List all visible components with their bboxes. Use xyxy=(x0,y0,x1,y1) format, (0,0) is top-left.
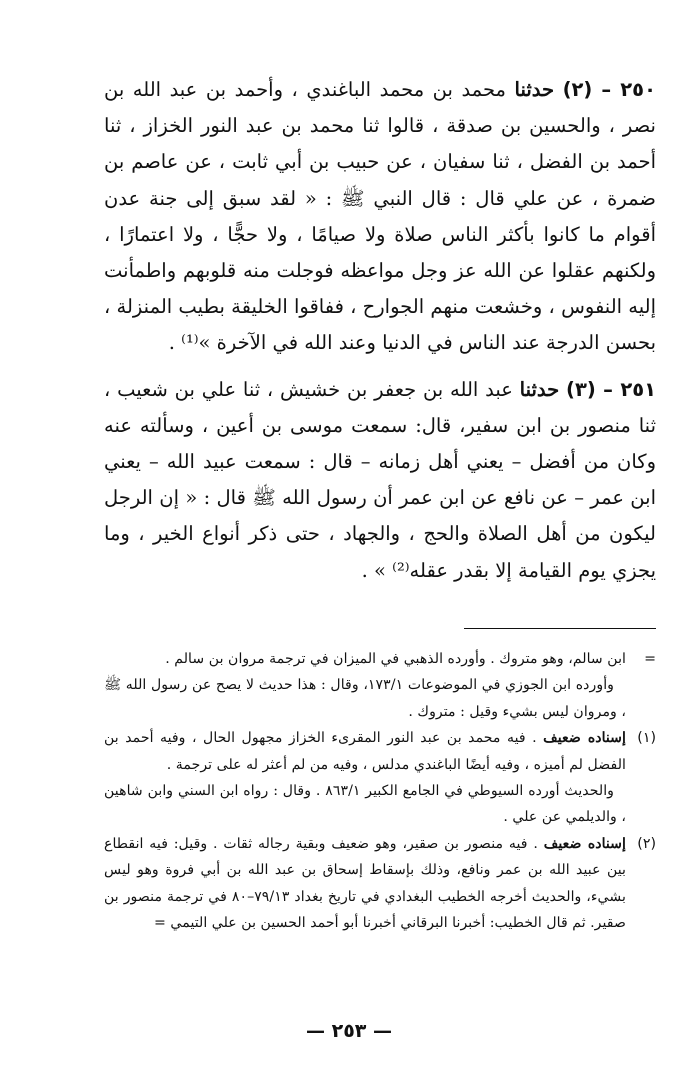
footnote-marker: (٢) xyxy=(637,835,656,852)
page-number: — ٢٥٣ — xyxy=(305,1020,393,1042)
footnote-paragraph: ابن سالم، وهو متروك . وأورده الذهبي في الميزان في ترجمة مروان بن سالم . xyxy=(165,651,626,667)
footnote-body xyxy=(104,831,626,937)
footnote-label: إسناده ضعيف xyxy=(543,835,627,852)
hadith-251 xyxy=(104,372,656,589)
footnote-continued xyxy=(104,646,656,725)
hadith-opening: حدثنا xyxy=(514,78,555,101)
hadith-number: ٢٥٠ – (٢) xyxy=(562,78,656,101)
footnote-paragraph xyxy=(104,831,626,937)
footnote-paragraph: وأورده ابن الجوزي في الموضوعات ١٧٣/١، وقال : هذا حديث لا يصح عن رسول الله ﷺ ، ومروان ليس بشيء وقيل : متروك . xyxy=(104,677,626,720)
hadith-text: عبد الله بن جعفر بن خشيش ، ثنا علي بن شعيب ، ثنا منصور بن ابن سفير، قال: سمعت موسى بن أعين ، وسألته عنه وكان من أفضل – يعني أهل زمانه – قال : سمعت عبيد الله – يعني ابن عمر – عن نافع عن ابن عمر أن رسول الله ﷺ قال : « إن الرجل ليكون من أهل الصلاة والحج ، والجهاد ، حتى ذكر أنواع الخير ، وما يجزي يوم القيامة إلا بقدر عقله⁽²⁾ » . xyxy=(104,377,656,582)
hadith-opening: حدثنا xyxy=(519,377,560,401)
footnote-marker: (١) xyxy=(637,730,656,747)
footnote-body xyxy=(104,725,626,831)
footnote-paragraph: والحديث أورده السيوطي في الجامع الكبير ٨٦٣/١ . وقال : رواه ابن السني وابن شاهين ، والديلمي عن علي . xyxy=(104,783,626,826)
footnote-label: إسناده ضعيف xyxy=(543,730,627,747)
main-text xyxy=(104,72,656,599)
footnote-text: . فيه منصور بن صقير، وهو ضعيف وبقية رجاله ثقات . وقيل: فيه انقطاع بين عبيد الله بن عمر ونافع، وذلك بإسقاط إسحاق بن عبد الله بن أبي فروة وهو ليس بشيء، والحديث أخرجه الخطيب البغدادي في تاريخ بغداد ٧٩/١٣–٨٠ في ترجمة منصور بن صقير. ثم قال الخطيب: أخبرنا البرقاني أخبرنا أبو أحمد الحسين بن علي التيمي = xyxy=(104,835,626,932)
hadith-number: ٢٥١ – (٣) xyxy=(566,377,657,401)
footnote-text: . فيه محمد بن عبد النور المقرىء الخزاز مجهول الحال ، وفيه أحمد بن الفضل لم أميزه ، وفيه أيضًا الباغندي مدلس ، وفيه من لم أعثر له على ترجمة . xyxy=(104,730,626,773)
hadith-text: محمد بن محمد الباغندي ، وأحمد بن عبد الله بن نصر ، والحسين بن صدقة ، قالوا ثنا محمد بن عبد النور الخزاز ، ثنا أحمد بن الفضل ، ثنا سفيان ، عن حبيب بن أبي ثابت ، عن عاصم بن ضمرة ، عن علي قال : قال النبي ﷺ : « لقد سبق إلى جنة عدن أقوام ما كانوا بأكثر الناس صلاة ولا صيامًا ، ولا حجًّا ، ولا اعتمارًا ، ولكنهم عقلوا عن الله عز وجل مواعظه فوجلت منه قلوبهم واطمأنت إليه النفوس ، وخشعت منهم الجوارح ، ففاقوا الخليقة بطيب المنزلة ، بحسن الدرجة عند الناس في الدنيا وعند الله في الآخرة »⁽¹⁾ . xyxy=(104,78,656,355)
footnote-2 xyxy=(104,831,656,937)
footnote-marker: = xyxy=(644,651,656,667)
footnotes xyxy=(104,646,656,936)
footnote-body xyxy=(104,646,626,725)
hadith-250 xyxy=(104,72,656,362)
footnote-divider xyxy=(464,628,656,629)
footnote-paragraph xyxy=(104,725,626,778)
footnote-1 xyxy=(104,725,656,831)
